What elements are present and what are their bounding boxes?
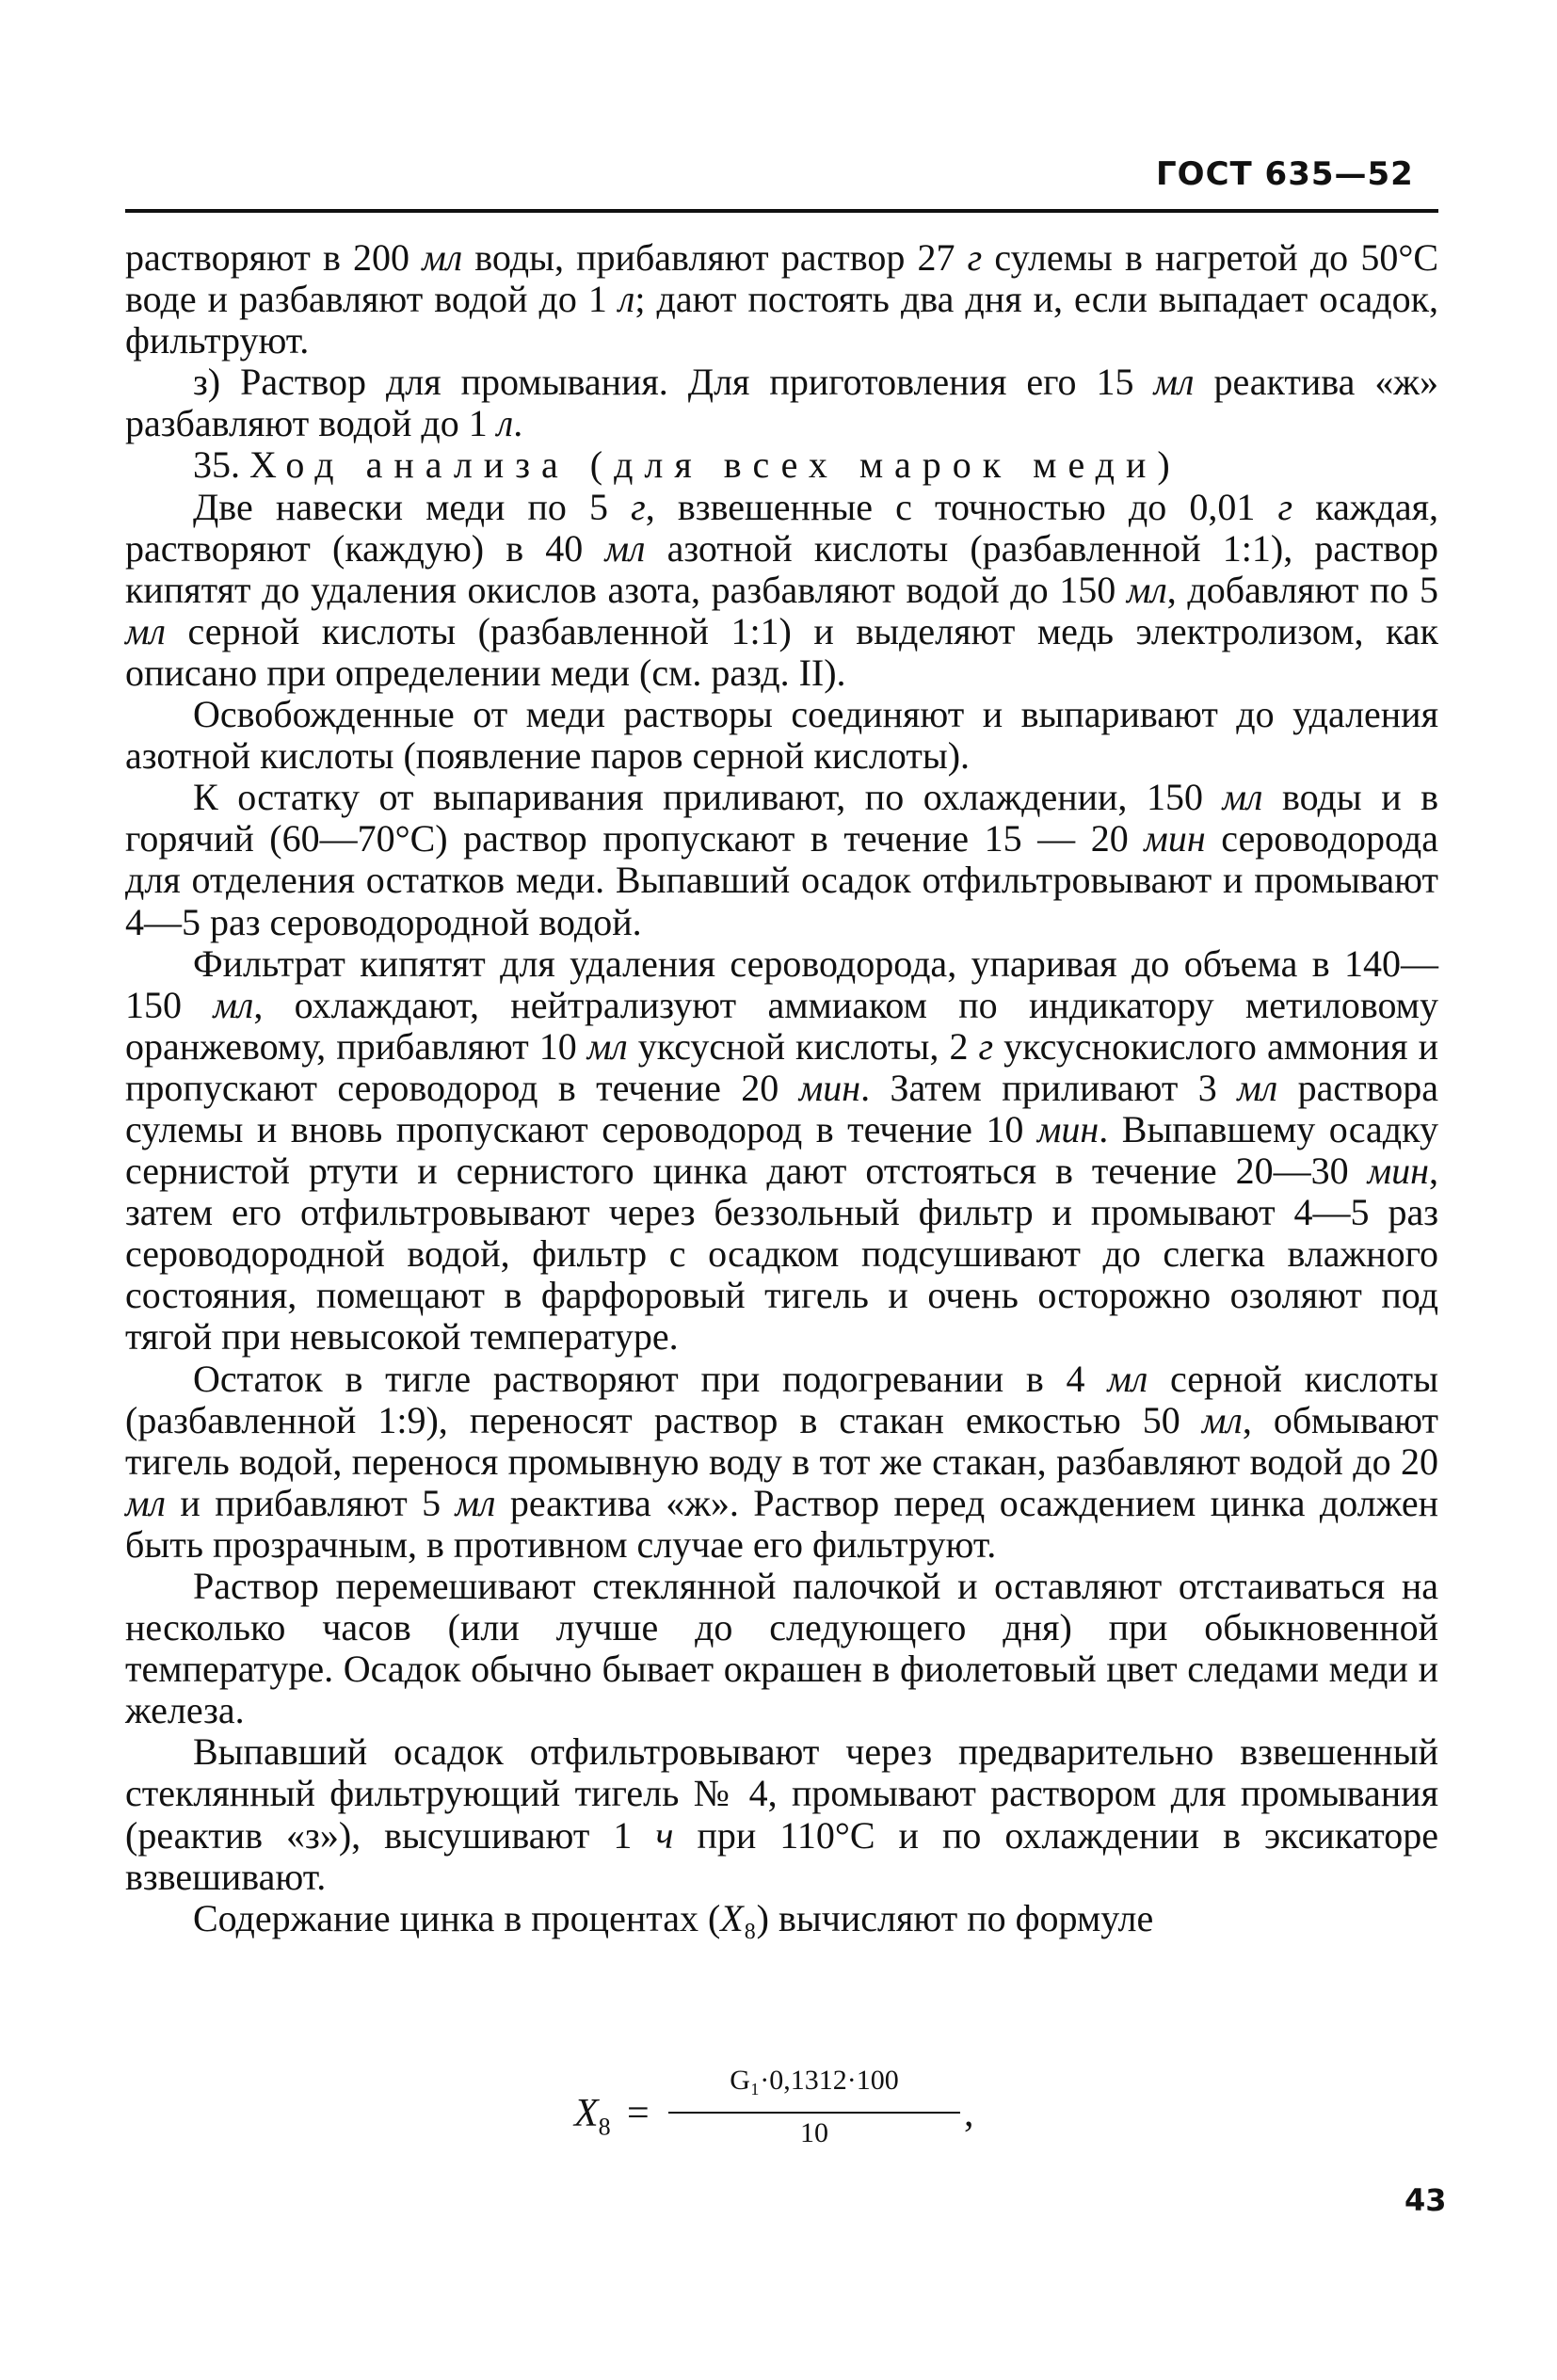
unit-text: ч (655, 1813, 674, 1857)
text-run: , добавляют по 5 (1166, 568, 1438, 611)
text-run: К остатку от выпаривания приливают, по охлаждении, 150 (193, 776, 1223, 819)
text-run: уксусной кислоты, 2 (627, 1024, 979, 1068)
unit-text: л (618, 278, 635, 321)
unit-text: мл (1107, 1357, 1148, 1400)
unit-text: мл (422, 236, 463, 279)
text-run: . (513, 402, 523, 445)
text-run: ₈) вычисляют по формуле (743, 1896, 1154, 1939)
paragraph (125, 237, 1438, 362)
text-run: , затем его отфильтровывают через беззольный фильтр и промывают 4—5 раз сероводородной водой, фильтр с осадком подсушивают до слегка влажного состояния, помещают в фарфоровый тигель и очень осторожно озоляют под тягой при невысокой температуре. (125, 1150, 1438, 1359)
unit-text: мин (1367, 1150, 1429, 1193)
paragraph (125, 1566, 1438, 1731)
text-run: воды, прибавляют раствор 27 (462, 236, 968, 279)
unit-text: мл (213, 983, 254, 1026)
text-run: и прибавляют 5 (165, 1481, 456, 1524)
unit-text: мл (1153, 361, 1195, 404)
paragraph (125, 694, 1438, 777)
text-run: Раствор перемешивают стеклянной палочкой и оставляют отстаиваться на несколько часов (или лучше до следующего дня) при обыкновенной температуре. Осадок обычно бывает окрашен в фиолетовый цвет следами меди и железа. (125, 1565, 1438, 1732)
formula-denominator: 10 (800, 2117, 828, 2148)
text-run: 35. (193, 443, 249, 487)
text-run: Фильтрат кипятят для удаления сероводорода, упаривая до объема в 140—150 (125, 941, 1438, 1026)
text-run: сероводорода для отделения остатков меди. Выпавший осадок отфильтровывают и промывают 4—5 раз сероводородной водой. (125, 817, 1438, 943)
text-run: Две навески меди по 5 (193, 485, 632, 528)
text-run: ; дают постоять два дня и, если выпадает осадок, фильтруют. (125, 278, 1438, 362)
paragraph (125, 444, 1438, 486)
unit-text: мл (604, 526, 646, 570)
unit-text: мл (455, 1481, 496, 1524)
text-run: . Выпавшему осадку сернистой ртути и сернистого цинка дают отстояться в течение 20—30 (125, 1107, 1438, 1193)
text-run: каждая, растворяют (каждую) в 40 (125, 485, 1438, 570)
text-run: Остаток в тигле растворяют при подогревании в 4 (193, 1357, 1108, 1400)
text-run: Ход анализа (для всех марок меди) (249, 443, 1181, 487)
document-id: ГОСТ 635—52 (1156, 155, 1414, 193)
unit-text: г (967, 236, 983, 279)
paragraph (125, 487, 1438, 694)
text-run: растворяют в 200 (125, 236, 423, 279)
text-run: раствора сулемы и вновь пропускают сероводород в течение 10 (125, 1066, 1438, 1150)
text-run: реактива «ж». Раствор перед осаждением цинка должен быть прозрачным, в противном случае его фильтруют. (125, 1481, 1438, 1566)
unit-text: мл (125, 1481, 166, 1524)
unit-text: мл (125, 609, 166, 652)
text-run: . Затем приливают 3 (860, 1066, 1238, 1109)
unit-text: мл (1222, 776, 1263, 819)
paragraph (125, 943, 1438, 1359)
unit-text: мин (1036, 1107, 1100, 1150)
unit-text: X (720, 1896, 744, 1939)
text-run: серной кислоты (разбавленной 1:1) и выделяют медь электролизом, как описано при определении меди (см. разд. II). (125, 609, 1438, 694)
text-run: Выпавший осадок отфильтровывают через предварительно взвешенный стеклянный фильтрующий тигель № 4, промывают раствором для промывания (реактив «з»), высушивают 1 (125, 1730, 1438, 1857)
header-rule (125, 209, 1438, 213)
text-run: , обмывают тигель водой, перенося промывную воду в тот же стакан, разбавляют водой до 20 (125, 1398, 1438, 1483)
text-run: сулемы в нагретой до 50°С воде и разбавляют водой до 1 (125, 236, 1438, 321)
unit-text: г (1277, 485, 1293, 528)
text-run: воды и в горячий (60—70°С) раствор пропускают в течение 15 — 20 (125, 776, 1439, 860)
text-run: Содержание цинка в процентах ( (193, 1896, 721, 1939)
unit-text: л (496, 402, 514, 445)
text-run: реактива «ж» разбавляют водой до 1 (125, 361, 1439, 445)
formula-equals: = (627, 2092, 650, 2135)
unit-text: мл (1237, 1066, 1278, 1109)
unit-text: мл (586, 1024, 628, 1068)
text-run: з) Раствор для промывания. Для приготовления его 15 (193, 361, 1154, 404)
paragraph (125, 1731, 1438, 1897)
formula-comma: , (964, 2092, 974, 2135)
text-run: уксуснокислого аммония и пропускают сероводород в течение 20 (125, 1024, 1438, 1109)
unit-text: мл (1201, 1398, 1243, 1441)
formula-lhs (574, 2091, 611, 2141)
text-run: , охлаждают, нейтрализуют аммиаком по индикатору метиловому оранжевому, прибавляют 10 (125, 983, 1438, 1068)
paragraph (125, 777, 1438, 942)
text-run: при 110°С и по охлаждении в эксикаторе взвешивают. (125, 1813, 1439, 1898)
paragraph (125, 1359, 1438, 1566)
text-run: серной кислоты (разбавленной 1:9), переносят раствор в стакан емкостью 50 (125, 1357, 1438, 1441)
unit-text: г (631, 485, 646, 528)
unit-text: мин (798, 1066, 861, 1109)
text-run: азотной кислоты (разбавленной 1:1), раствор кипятят до удаления окислов азота, разбавляют водой до 150 (125, 526, 1438, 611)
unit-text: мин (1144, 817, 1206, 860)
formula (574, 2065, 1007, 2159)
unit-text: мл (1126, 568, 1167, 611)
text-run: , взвешенные с точностью до 0,01 (645, 485, 1278, 528)
text-run: Освобожденные от меди растворы соединяют и выпаривают до удаления азотной кислоты (появление паров серной кислоты). (125, 693, 1438, 778)
formula-numerator: G₁·0,1312·100 (730, 2065, 899, 2096)
body-text (125, 237, 1438, 1939)
formula-subscript: 8 (598, 2113, 611, 2141)
paragraph (125, 1898, 1438, 1939)
fraction-bar (668, 2112, 960, 2114)
paragraph (125, 362, 1438, 444)
unit-text: г (978, 1024, 994, 1068)
formula-symbol: X (574, 2092, 599, 2135)
page-number: 43 (1405, 2182, 1447, 2218)
